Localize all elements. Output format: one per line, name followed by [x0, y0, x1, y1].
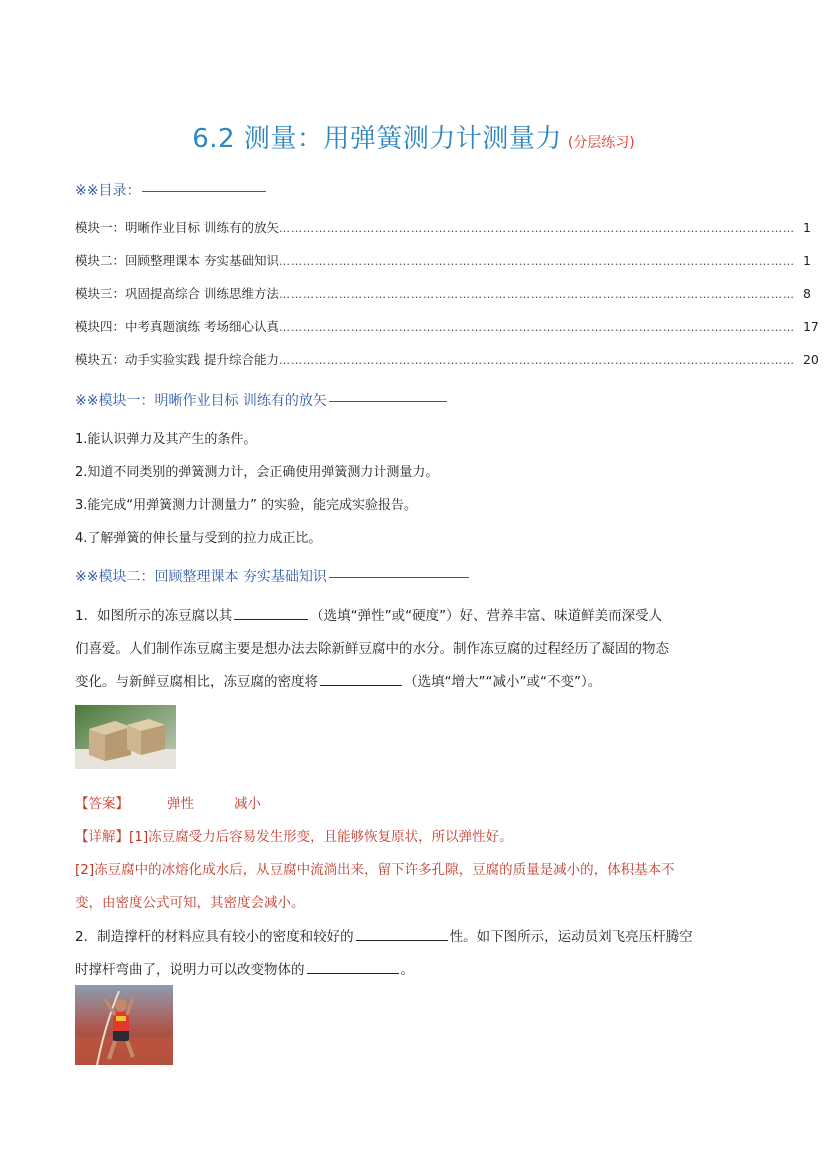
- toc-item[interactable]: [75, 284, 811, 302]
- toc-heading-rule: [142, 191, 266, 192]
- question-1-line-1: 1．如图所示的冻豆腐以其 （选填“弹性”或“硬度”）好、营养丰富、味道鲜美而深受人: [75, 608, 663, 624]
- detail-line-2: [2]冻豆腐中的冰熔化成水后，从豆腐中流淌出来，留下许多孔隙，豆腐的质量是减小的，体积基本不: [75, 862, 675, 878]
- detail-line-3: 变，由密度公式可知，其密度会减小。: [75, 895, 305, 911]
- question-2-line-1: 2．制造撑杆的材料应具有较小的密度和较好的 性。如下图所示，运动员刘飞亮压杆腾空: [75, 929, 693, 945]
- goal-item: 2.知道不同类别的弹簧测力计，会正确使用弹簧测力计测量力。: [75, 465, 439, 480]
- page-title: [0, 118, 827, 155]
- answer-blank[interactable]: [307, 961, 399, 974]
- module2-heading-text: ※※模块二：回顾整理课本 夯实基础知识: [75, 569, 327, 585]
- answer-value-2: 减小: [234, 796, 261, 812]
- toc-item-label: 模块四：中考真题演练 考场细心认真: [75, 319, 279, 334]
- toc-leader-dots: …………………………………………………………………………………………………………………: [278, 255, 795, 268]
- toc-item-page: 1: [802, 253, 811, 268]
- pole-vaulter-illustration: [75, 985, 173, 1065]
- frozen-tofu-illustration: [75, 705, 176, 769]
- toc-leader-dots: …………………………………………………………………………………………………………………: [278, 288, 795, 301]
- answer-blank[interactable]: [234, 607, 308, 620]
- question-1-line-2: 们喜爱。人们制作冻豆腐主要是想办法去除新鲜豆腐中的水分。制作冻豆腐的过程经历了凝固的物态: [75, 641, 669, 657]
- pole-vaulter-image: [75, 985, 173, 1065]
- module1-heading: [75, 390, 447, 410]
- toc-item-label: 模块二：回顾整理课本 夯实基础知识: [75, 253, 279, 268]
- toc-item[interactable]: [75, 350, 819, 368]
- toc-item[interactable]: [75, 218, 811, 236]
- toc-item-label: 模块五：动手实验实践 提升综合能力: [75, 352, 279, 367]
- toc-item-page: 8: [802, 286, 811, 301]
- module1-heading-rule: [329, 401, 447, 402]
- module2-heading-rule: [329, 577, 469, 578]
- goal-item: 3.能完成“用弹簧测力计测量力” 的实验，能完成实验报告。: [75, 498, 418, 513]
- toc-leader-dots: …………………………………………………………………………………………………………………: [278, 321, 795, 334]
- module2-heading: [75, 566, 469, 586]
- toc-item-label: 模块三：巩固提高综合 训练思维方法: [75, 286, 279, 301]
- title-main: 6.2 测量：用弹簧测力计测量力: [192, 124, 562, 154]
- frozen-tofu-image: [75, 705, 176, 769]
- toc-leader-dots: …………………………………………………………………………………………………………………: [278, 222, 795, 235]
- toc-item-page: 1: [802, 220, 811, 235]
- module1-heading-text: ※※模块一：明晰作业目标 训练有的放矢: [75, 393, 327, 409]
- toc-item-page: 17: [802, 319, 819, 334]
- answer-line: [75, 792, 261, 812]
- toc-item[interactable]: [75, 317, 819, 335]
- toc-item-label: 模块一：明晰作业目标 训练有的放矢: [75, 220, 279, 235]
- title-subtitle: (分层练习): [567, 135, 635, 151]
- toc-leader-dots: …………………………………………………………………………………………………………………: [278, 354, 795, 367]
- toc-item-page: 20: [802, 352, 819, 367]
- detail-line-1: 【详解】[1]冻豆腐受力后容易发生形变，且能够恢复原状，所以弹性好。: [75, 829, 513, 845]
- toc-item[interactable]: [75, 251, 811, 269]
- goal-item: 1.能认识弹力及其产生的条件。: [75, 432, 257, 447]
- answer-label: 【答案】: [75, 796, 129, 812]
- toc-heading: [75, 180, 266, 200]
- answer-blank[interactable]: [320, 673, 402, 686]
- question-2-line-2: 时撑杆弯曲了，说明力可以改变物体的 。: [75, 962, 414, 978]
- answer-blank[interactable]: [356, 928, 448, 941]
- toc-heading-text: ※※目录：: [75, 183, 141, 199]
- detail-label: 【详解】: [75, 829, 129, 845]
- goal-item: 4.了解弹簧的伸长量与受到的拉力成正比。: [75, 531, 322, 546]
- question-1-line-3: 变化。与新鲜豆腐相比，冻豆腐的密度将 （选填“增大”“减小”或“不变”）。: [75, 674, 602, 690]
- answer-value-1: 弹性: [167, 796, 194, 812]
